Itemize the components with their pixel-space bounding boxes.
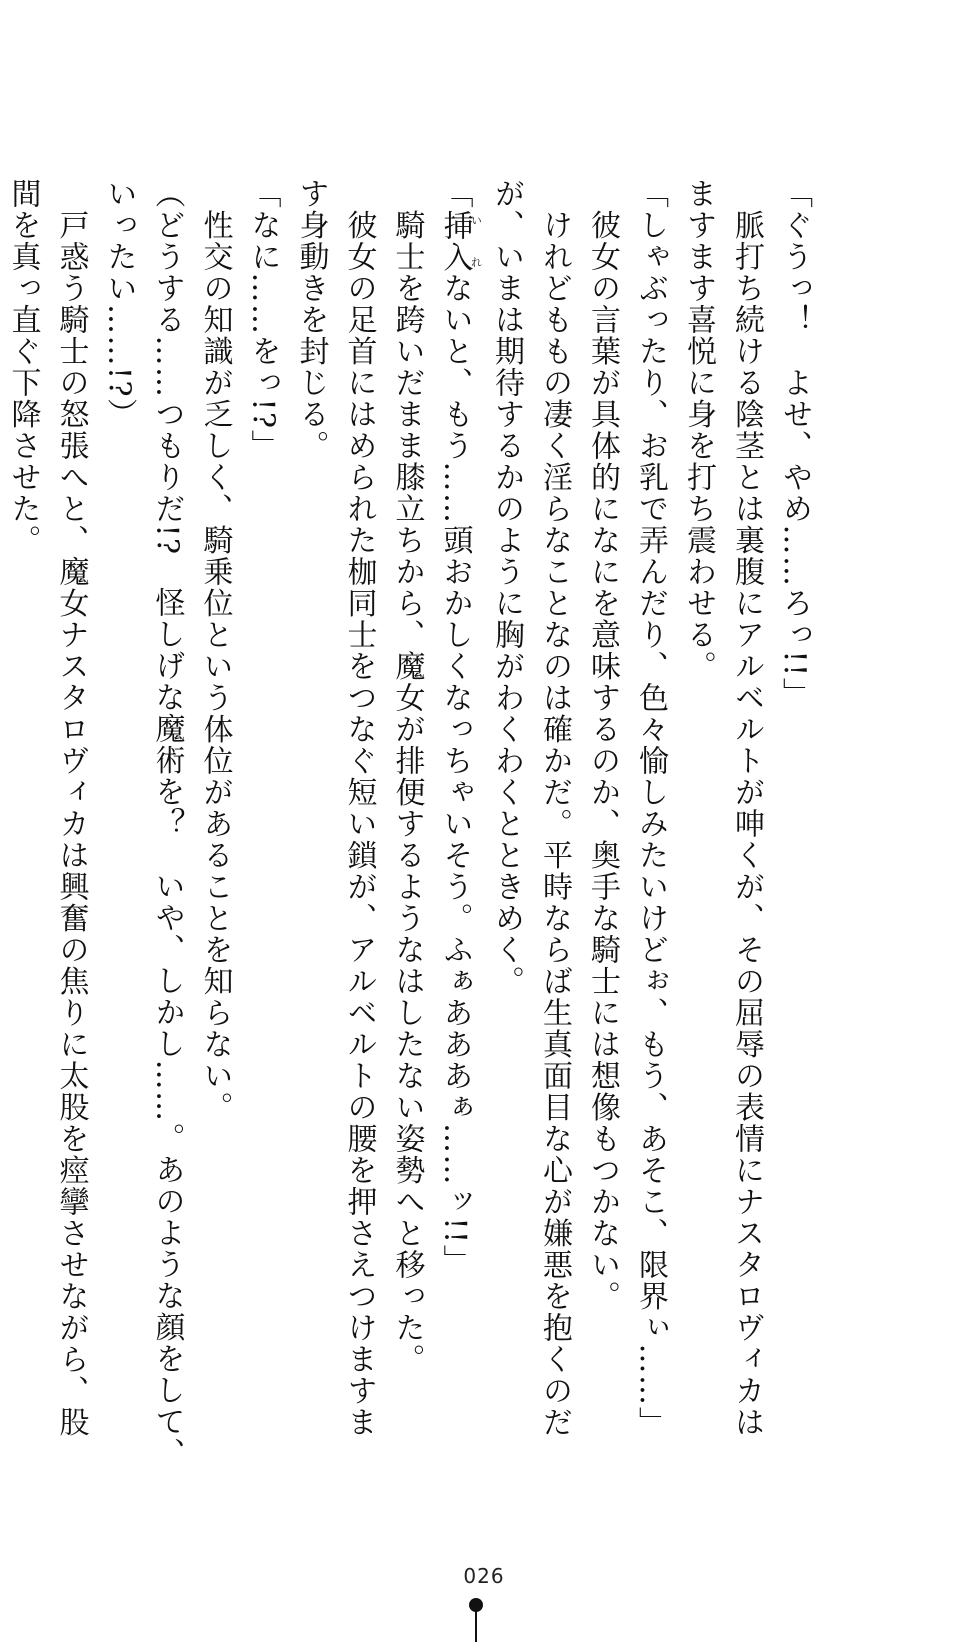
body-text: [5, 178, 818, 1470]
text-line: 戸惑う騎士の怒張へと、魔女ナスタロヴィカは興奮の焦りに太股を痙攣させながら、股: [53, 178, 89, 1438]
page-marker-line: [475, 1611, 477, 1642]
text-line: 騎士を跨いだまま膝立ちから、魔女が排便するようなはしたない姿勢へと移った。: [389, 178, 425, 1375]
ruby-annotation: [437, 209, 483, 273]
text-line: 性交の知識が乏しく、騎乗位という体位があることを知らない。: [197, 178, 233, 1123]
text-line: 「ぐうっ！ よせ、やめ……ろっ!!」: [777, 178, 812, 710]
ruby-line-suffix: ないと、もう……頭おかしくなっちゃいそう。ふぁあああぁ……ッ!!」: [437, 272, 473, 1277]
ruby-base: 挿入: [437, 209, 473, 273]
text-line: （どうする……つもりだ!? 怪しげな魔術を？ いや、しかし……。あのような顔をして、: [149, 178, 185, 1470]
ruby-line-prefix: 「: [437, 178, 473, 210]
text-line: 彼女の足首にはめられた枷同士をつなぐ短い鎖が、アルベルトの腰を押さえつけますま: [341, 178, 377, 1438]
text-line: 「しゃぶったり、お乳で弄んだり、色々愉しみたいけどぉ、もう、あそこ、限界ぃ……」: [633, 178, 668, 1438]
text-line: 間を真っ直ぐ下降させた。: [5, 178, 41, 556]
text-line: 脈打ち続ける陰茎とは裏腹にアルベルトが呻くが、その屈辱の表情にナスタロヴィカは: [729, 178, 764, 1438]
ruby-reading: い れ: [469, 209, 483, 273]
text-line: けれどももの凄く淫らなことなのは確かだ。平時ならば生真面目な心が嫌悪を抱くのだ: [537, 178, 572, 1438]
text-line: いったい……!?）: [101, 178, 137, 430]
text-line: す身動きを封じる。: [293, 178, 329, 462]
text-line: ますます喜悦に身を打ち震わせる。: [681, 178, 716, 682]
text-line: 彼女の言葉が具体的になにを意味するのか、奥手な騎士には想像もつかない。: [585, 178, 620, 1312]
page-number: 026: [463, 1564, 505, 1588]
page-marker-dot-icon: [469, 1598, 483, 1612]
text-line: 「なに……をっ!?」: [245, 178, 281, 462]
text-line-with-ruby: [431, 178, 483, 1358]
text-line: が、いまは期待するかのように胸がわくわくとときめく。: [489, 178, 524, 997]
